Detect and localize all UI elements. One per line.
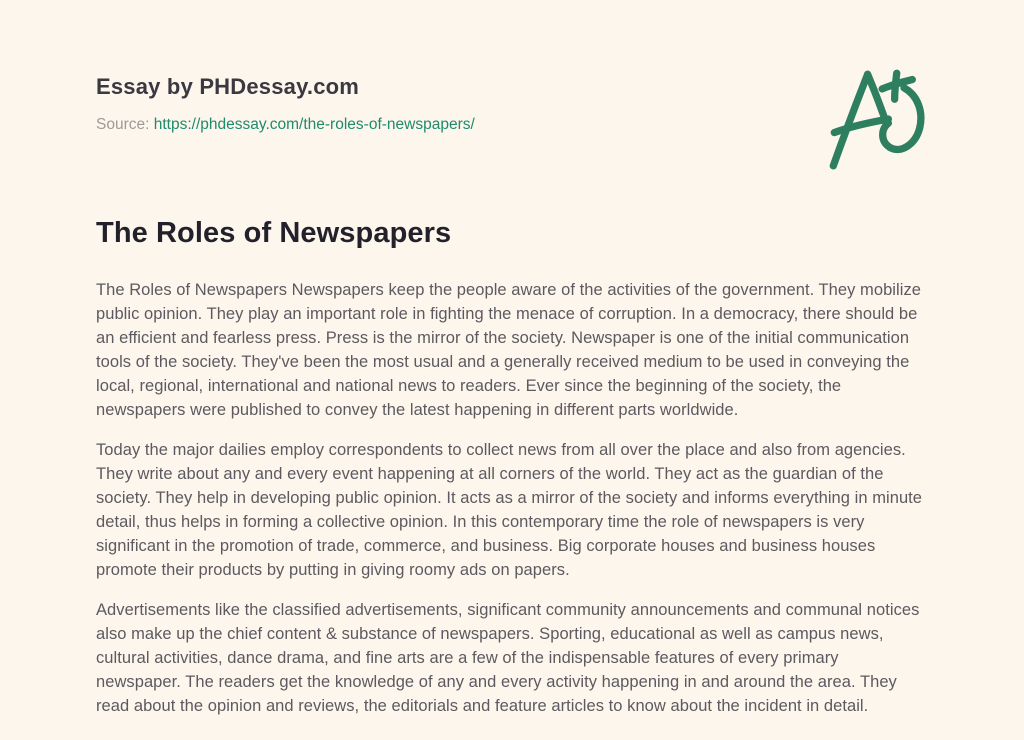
source-label: Source:: [96, 116, 150, 134]
essay-title: The Roles of Newspapers: [96, 216, 452, 249]
phdessay-a-plus-logo-icon: [828, 66, 928, 170]
page-header: [96, 0, 924, 135]
page-title: Essay by PHDessay.com: [96, 74, 360, 99]
source-line: [96, 116, 924, 135]
essay-body: [96, 278, 924, 718]
essay-paragraph-3: Advertisements like the classified advertisements, significant community announcements and communal notices also make up the chief content & substance of newspapers. Sporting, educational as well as campus news, cultural activities, dance drama, and fine arts are a few of the indispensable features of every primary newspaper. The readers get the knowledge of any and every activity happening in and around the area. They read about the opinion and reviews, the editorials and feature articles to know about the incident in detail.: [96, 601, 920, 716]
essay-paragraph-1: The Roles of Newspapers Newspapers keep the people aware of the activities of the government. They mobilize public opinion. They play an important role in fighting the menace of corruption. In a democracy, there should be an efficient and fearless press. Press is the mirror of the society. Newspaper is one of the initial communication tools of the society. They've been the most usual and a generally received medium to be used in conveying the local, regional, international and national news to readers. Ever since the beginning of the society, the newspapers were published to convey the latest happening in different parts worldwide.: [96, 281, 921, 420]
source-link[interactable]: https://phdessay.com/the-roles-of-newspapers/: [153, 116, 475, 134]
essay-paragraph-2: Today the major dailies employ correspondents to collect news from all over the place and also from agencies. They write about any and every event happening at all corners of the world. They act as the guardian of the society. They help in developing public opinion. It acts as a mirror of the society and informs everything in minute detail, thus helps in forming a collective opinion. In this contemporary time the role of newspapers is very significant in the promotion of trade, commerce, and business. Big corporate houses and business houses promote their products by putting in giving roomy ads on papers.: [96, 441, 923, 580]
